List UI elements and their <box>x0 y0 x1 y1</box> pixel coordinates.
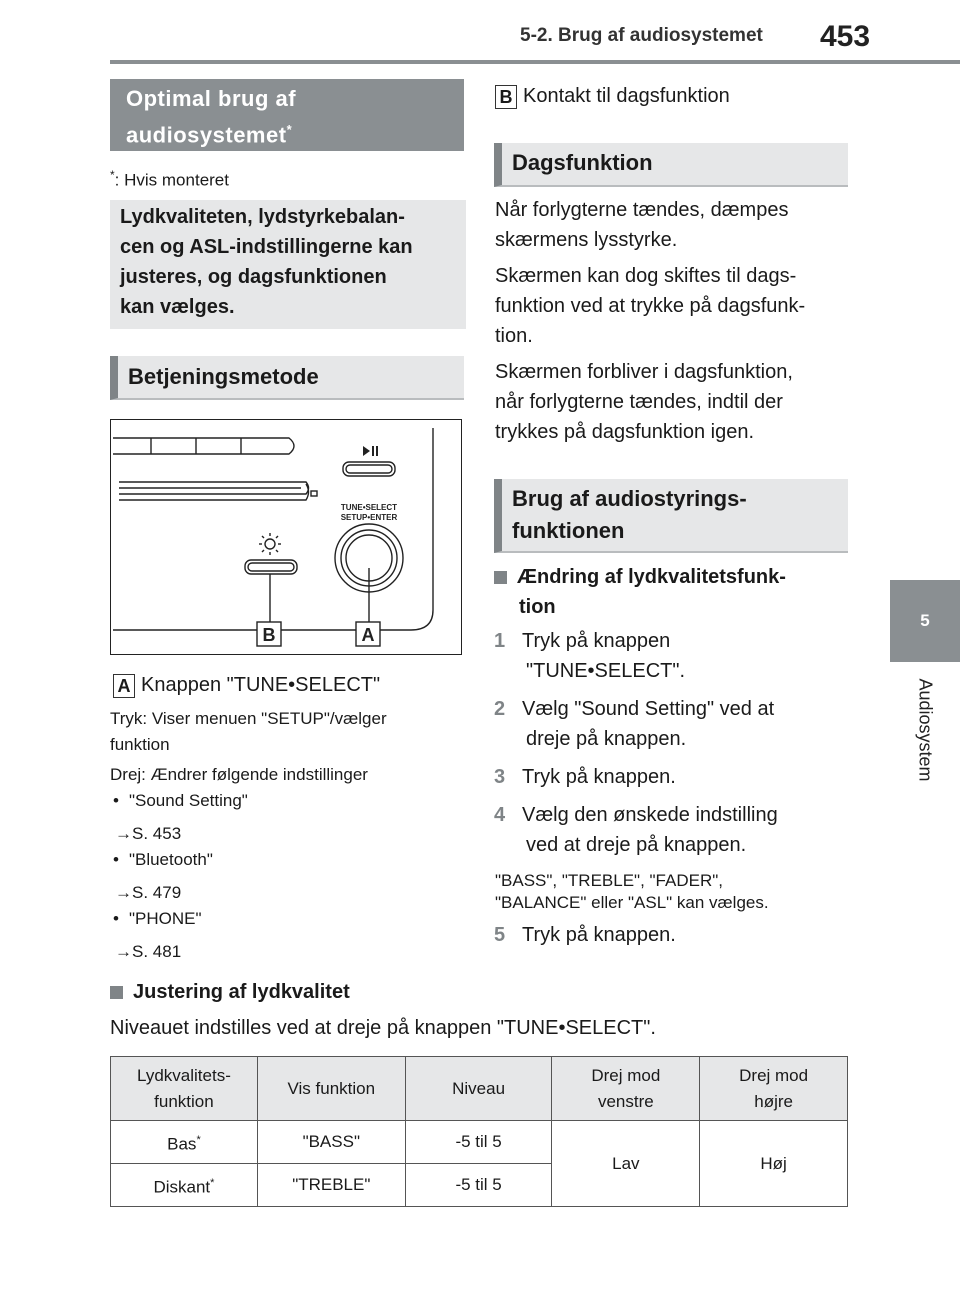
method-heading: Betjeningsmetode <box>110 356 464 400</box>
knob-label-tune: TUNE•SELECT <box>340 503 398 512</box>
intro-line: justeres, og dagsfunktionen <box>120 266 387 288</box>
table-cell: Diskant* <box>111 1164 258 1207</box>
table-cell: -5 til 5 <box>405 1164 552 1207</box>
step-text: ved at dreje på knappen. <box>526 834 747 856</box>
step <box>494 694 848 754</box>
bullet-mark: • <box>113 909 119 928</box>
step-list <box>494 626 848 860</box>
bullet-text: "Sound Setting" <box>128 791 248 810</box>
list-item <box>113 788 453 821</box>
chapter-tab-text: Audiosystem <box>915 678 936 782</box>
turn-description: Drej: Ændrer følgende indstillinger <box>110 765 368 784</box>
table-cell: Høj <box>700 1121 848 1207</box>
arrow-mark: → <box>115 883 132 902</box>
step-number: 1 <box>494 630 506 652</box>
intro-line: kan vælges. <box>120 296 235 318</box>
bullet-text: "Bluetooth" <box>128 850 213 869</box>
arrow-mark: → <box>115 824 132 843</box>
table-header: Niveau <box>405 1057 552 1121</box>
adjust-heading-text: Justering af lydkvalitet <box>133 981 350 1003</box>
page-ref: S. 479 <box>132 883 182 902</box>
control-heading <box>494 479 848 553</box>
main-heading-line1: Optimal brug af <box>126 86 297 111</box>
footnote <box>110 168 229 191</box>
note-line: "BASS", "TREBLE", "FADER", <box>495 871 723 890</box>
footnote-text: : Hvis monteret <box>114 170 229 190</box>
sound-quality-table <box>110 1056 848 1207</box>
day-heading: Dagsfunktion <box>494 143 848 187</box>
knob-label-setup: SETUP•ENTER <box>340 513 398 522</box>
section-title: 5-2. Brug af audiosystemet <box>520 25 763 46</box>
footnote-star: * <box>110 168 115 182</box>
table-header: Drej mod højre <box>700 1057 848 1121</box>
control-heading-line: funktionen <box>512 518 625 543</box>
item-a <box>113 670 380 700</box>
bullet-mark: • <box>113 791 119 810</box>
bullet-text: "PHONE" <box>128 909 202 928</box>
step-text: Tryk på knappen <box>522 630 671 652</box>
step <box>494 800 848 860</box>
change-heading-text: tion <box>519 596 556 618</box>
day-paragraph <box>495 195 845 255</box>
item-b-label: B <box>495 85 517 109</box>
main-heading-text: audiosystemet <box>126 122 287 148</box>
adjust-heading <box>110 977 350 1007</box>
step-number: 4 <box>494 804 506 826</box>
footnote-marker: * <box>286 122 293 137</box>
square-bullet-icon <box>494 571 507 584</box>
step-number: 3 <box>494 766 506 788</box>
list-item <box>113 906 453 939</box>
step-number: 5 <box>494 924 506 946</box>
press-text-line: Tryk: Viser menuen "SETUP"/vælger <box>110 709 387 728</box>
sun-icon <box>259 533 281 555</box>
page-ref: S. 481 <box>132 942 182 961</box>
text-line: skærmens lysstyrke. <box>495 229 678 251</box>
main-heading-line2 <box>126 114 464 150</box>
play-pause-icon <box>363 446 378 456</box>
square-bullet-icon <box>110 986 123 999</box>
table-cell: "TREBLE" <box>257 1164 405 1207</box>
adjust-text: Niveauet indstilles ved at dreje på knappen "TUNE•SELECT". <box>110 1017 656 1039</box>
change-heading <box>494 562 848 622</box>
header-rule <box>110 60 960 64</box>
intro-line: Lydkvaliteten, lydstyrkebalan- <box>120 206 405 228</box>
intro-line: cen og ASL-indstillingerne kan <box>120 236 413 258</box>
step-text: Tryk på knappen. <box>522 766 676 788</box>
text-line: funktion ved at trykke på dagsfunk- <box>495 295 806 317</box>
table-header-row <box>111 1057 848 1121</box>
callout-a: A <box>361 625 375 645</box>
list-ref <box>113 821 453 847</box>
text-line: Når forlygterne tændes, dæmpes <box>495 199 789 221</box>
list-ref <box>113 939 453 965</box>
day-paragraph <box>495 357 845 447</box>
chapter-tab-label <box>890 670 960 820</box>
day-paragraph <box>495 261 845 351</box>
bullet-mark: • <box>113 850 119 869</box>
step-text: dreje på knappen. <box>526 728 687 750</box>
text-line: Skærmen kan dog skiftes til dags- <box>495 265 797 287</box>
item-a-label: A <box>113 674 135 698</box>
note <box>495 870 769 914</box>
text-line: når forlygterne tændes, indtil der <box>495 391 783 413</box>
step-text: Vælg "Sound Setting" ved at <box>522 698 775 720</box>
change-heading-text: Ændring af lydkvalitetsfunk- <box>517 566 786 588</box>
step-text: Tryk på knappen. <box>522 924 676 946</box>
step-text: Vælg den ønskede indstilling <box>522 804 778 826</box>
table-header: Drej mod venstre <box>552 1057 700 1121</box>
step <box>494 762 848 792</box>
item-b-text: Kontakt til dagsfunktion <box>523 85 730 107</box>
item-b <box>495 81 730 111</box>
step <box>494 626 848 686</box>
table-header: Lydkvalitets- funktion <box>111 1057 258 1121</box>
text-line: trykkes på dagsfunktion igen. <box>495 421 755 443</box>
press-description <box>110 706 387 758</box>
text-line: Skærmen forbliver i dagsfunktion, <box>495 361 793 383</box>
page-ref: S. 453 <box>132 824 182 843</box>
step-text: "TUNE•SELECT". <box>526 660 686 682</box>
main-heading <box>110 79 464 151</box>
step <box>494 920 676 950</box>
intro-box <box>110 200 466 329</box>
table-cell: Lav <box>552 1121 700 1207</box>
note-line: "BALANCE" eller "ASL" kan vælges. <box>495 893 769 912</box>
table-cell: "BASS" <box>257 1121 405 1164</box>
arrow-mark: → <box>115 942 132 961</box>
table-cell: -5 til 5 <box>405 1121 552 1164</box>
table-row <box>111 1121 848 1164</box>
audio-panel-illustration <box>110 419 462 655</box>
chapter-tab-number: 5 <box>890 580 960 662</box>
press-text-line: funktion <box>110 735 170 754</box>
page-number: 453 <box>820 20 871 53</box>
callout-b: B <box>262 625 276 645</box>
item-a-text: Knappen "TUNE•SELECT" <box>141 674 381 696</box>
text-line: tion. <box>495 325 533 347</box>
list-item <box>113 847 453 880</box>
bullet-list <box>113 788 453 965</box>
table-cell: Bas* <box>111 1121 258 1164</box>
table-header: Vis funktion <box>257 1057 405 1121</box>
step-number: 2 <box>494 698 506 720</box>
list-ref <box>113 880 453 906</box>
control-heading-line: Brug af audiostyrings- <box>512 486 747 511</box>
